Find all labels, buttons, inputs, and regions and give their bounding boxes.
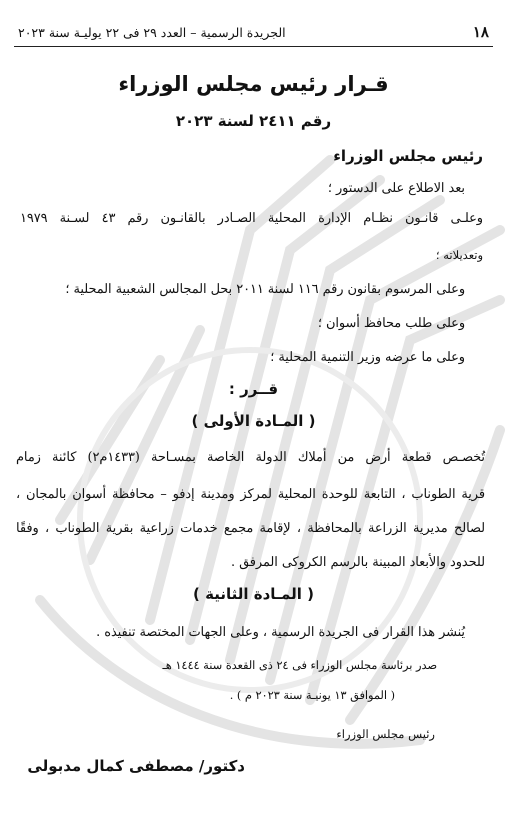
running-header [18,20,489,44]
preamble-line: بعد الاطلاع على الدستور ؛ [327,181,465,196]
preamble-line: وعلـى قانـون نظـام الإدارة المحلية الصـادر بالقانـون رقم ٤٣ لسـنة ١٩٧٩ [20,211,483,226]
article-two-text: يُنشر هذا القرار فى الجريدة الرسمية ، وعلى الجهات المختصة تنفيذه . [96,625,465,640]
preamble-line: وعلى المرسوم بقانون رقم ١١٦ لسنة ٢٠١١ بحل المجالس الشعبية المحلية ؛ [65,282,465,297]
signature-title: رئيس مجلس الوزراء [336,727,435,741]
decided-heading: قــرر : [228,380,279,398]
article-one-line: تُخصـص قطعة أرض من أملاك الدولة الخاصة بمسـاحة (١٤٣٣م٢) كائنة زمام [16,450,485,465]
article-one-line: للحدود والأبعاد المبينة بالرسم الكروكى المرفق . [230,555,485,570]
decree-number: رقم ٢٤١١ لسنة ٢٠٢٣ [175,112,332,130]
article-one-line: قرية الطوناب ، التابعة للوحدة المحلية لمركز ومدينة إدفو – محافظة أسوان بالمجان ، [16,487,485,502]
page-number: ١٨ [472,23,489,41]
preamble-line: وعلى طلب محافظ أسوان ؛ [317,316,465,331]
article-one-line: لصالح مديرية الزراعة بالمحافظة ، لإقامة مجمع خدمات زراعية بقرية الطوناب ، وفقًا [16,521,485,536]
header-divider [14,46,493,47]
decree-title: قـرار رئيس مجلس الوزراء [118,72,389,96]
article-two-heading: ( المـادة الثانية ) [193,585,314,603]
running-title: الجريدة الرسمية – العدد ٢٩ فى ٢٢ يوليـة سنة ٢٠٢٣ [18,24,286,40]
article-one-heading: ( المـادة الأولى ) [191,412,316,430]
corresponding-date: ( الموافق ١٣ يونيـة سنة ٢٠٢٣ م ) . [229,689,395,702]
signature-name: دكتور/ مصطفى كمال مدبولى [27,757,245,775]
decree-issuer: رئيس مجلس الوزراء [333,147,483,165]
issued-date: صدر برئاسة مجلس الوزراء فى ٢٤ ذى القعدة سنة ١٤٤٤ هـ [162,659,437,672]
preamble-line: وتعديلاته ؛ [435,248,483,262]
preamble-line: وعلى ما عرضه وزير التنمية المحلية ؛ [270,350,465,365]
